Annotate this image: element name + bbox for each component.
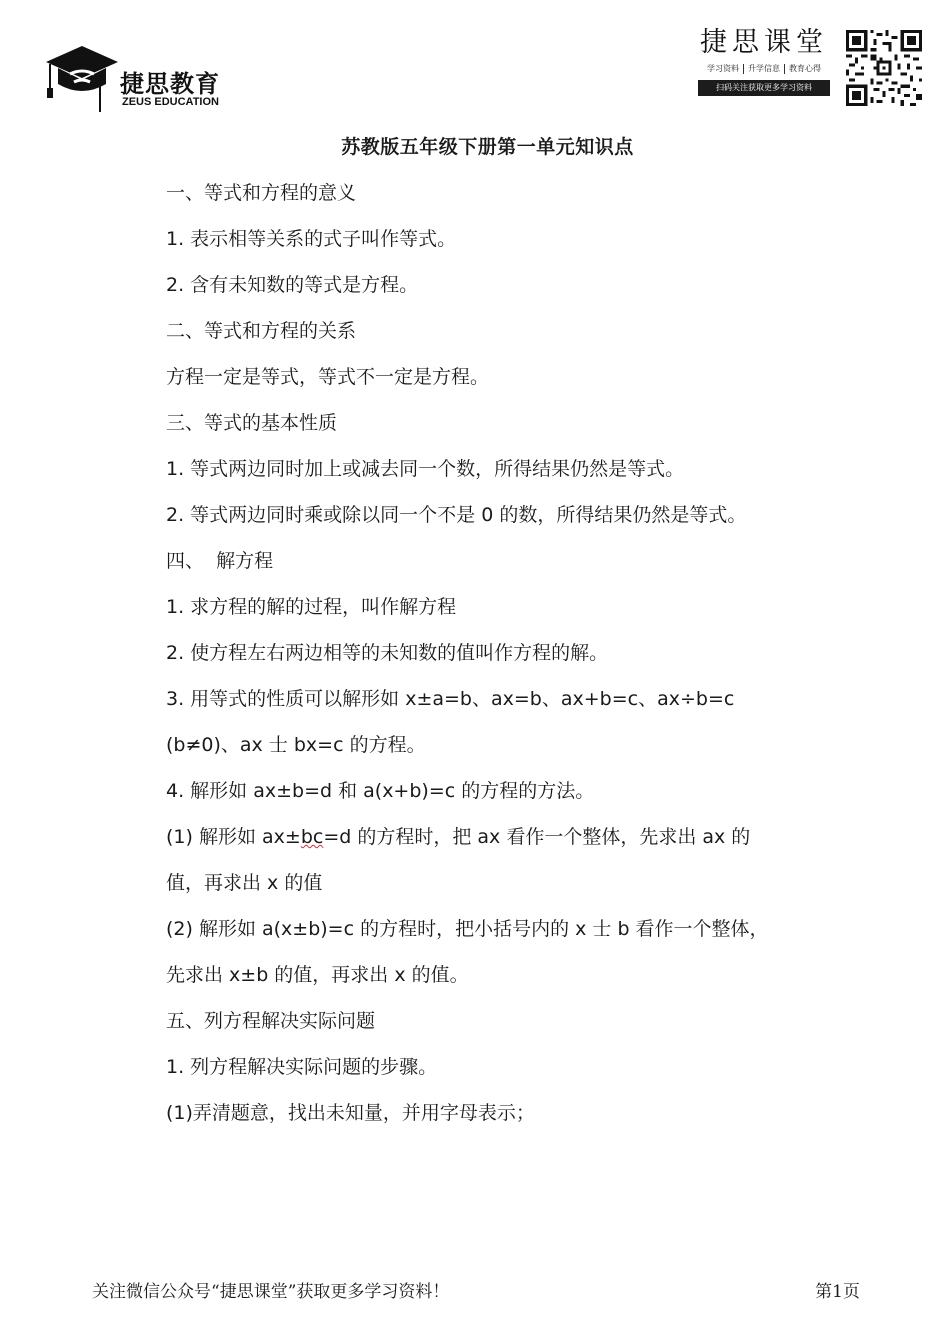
qr-code-icon[interactable] [846,30,922,106]
section-heading: 二、等式和方程的关系 [166,320,357,342]
brand-tags [696,64,832,74]
text-segment: (1) 解形如 ax± [166,826,301,848]
text-line: (b≠0)、ax 士 bx=c 的方程。 [166,734,426,756]
section-heading: 五、列方程解决实际问题 [166,1010,376,1032]
brand-tag: 升学信息 [743,64,784,74]
page-number: 第1页 [815,1282,860,1302]
section-heading: 三、等式的基本性质 [166,412,338,434]
section-heading: 四、 解方程 [166,550,274,572]
text-line: 1. 列方程解决实际问题的步骤。 [166,1056,438,1078]
brand-block [696,26,832,108]
spellcheck-underlined-text: bc [300,826,324,848]
document-body [166,170,806,1136]
text-line: 2. 含有未知数的等式是方程。 [166,274,419,296]
text-line: 1. 求方程的解的过程，叫作解方程 [166,596,457,618]
text-line [166,814,806,860]
logo-chinese-name: 捷思教育 [120,70,220,98]
text-line: (1)弄清题意，找出未知量，并用字母表示； [166,1102,535,1124]
brand-title: 捷思课堂 [700,27,828,58]
brand-tag: 教育心得 [784,64,825,74]
text-line: (2) 解形如 a(x±b)=c 的方程时，把小括号内的 x 士 b 看作一个整体， [166,918,769,940]
text-line: 方程一定是等式，等式不一定是方程。 [166,366,490,388]
text-line: 先求出 x±b 的值，再求出 x 的值。 [166,964,469,986]
brand-slogan-bar: 扫码关注获取更多学习资料 [698,80,830,96]
text-line: 2. 等式两边同时乘或除以同一个不是 0 的数，所得结果仍然是等式。 [166,504,747,526]
brand-tag: 学习资料 [707,64,739,73]
logo-english-name: ZEUS EDUCATION [122,96,219,108]
text-line: 2. 使方程左右两边相等的未知数的值叫作方程的解。 [166,642,609,664]
footer-note: 关注微信公众号“捷思课堂”获取更多学习资料！ [92,1282,450,1302]
text-segment: =d 的方程时，把 ax 看作一个整体，先求出 ax 的 [323,826,751,848]
graduation-cap-icon [44,44,120,116]
text-line: 值，再求出 x 的值 [166,872,323,894]
text-line: 1. 表示相等关系的式子叫作等式。 [166,228,457,250]
text-line: 1. 等式两边同时加上或减去同一个数，所得结果仍然是等式。 [166,458,685,480]
zeus-education-logo [44,44,244,116]
text-line: 3. 用等式的性质可以解形如 x±a=b、ax=b、ax+b=c、ax÷b=c [166,688,735,710]
document-title: 苏教版五年级下册第一单元知识点 [341,136,634,158]
section-heading: 一、等式和方程的意义 [166,182,357,204]
text-line: 4. 解形如 ax±b=d 和 a(x+b)=c 的方程的方法。 [166,780,595,802]
